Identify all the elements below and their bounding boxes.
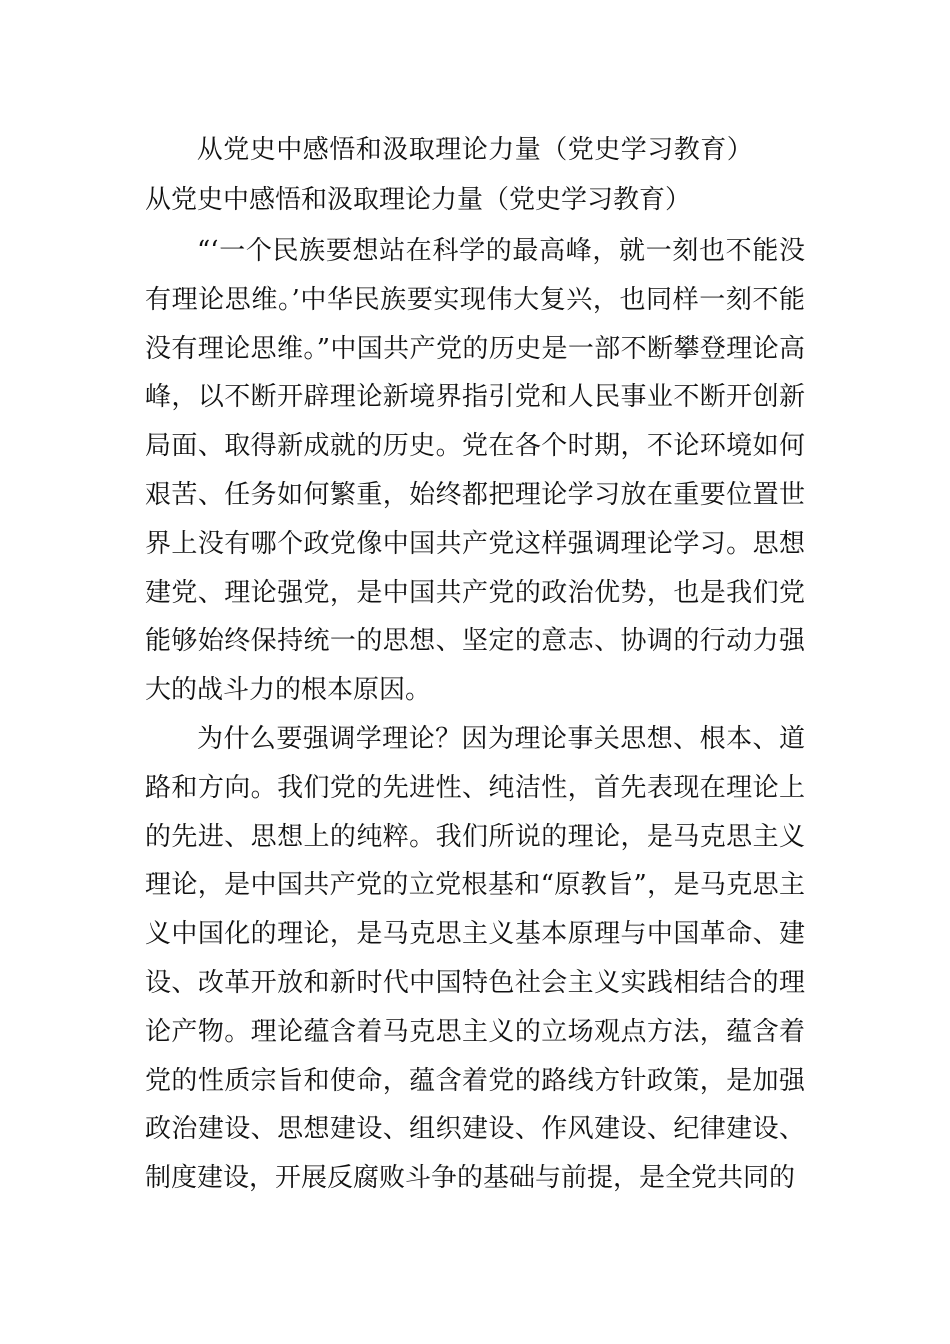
document-body bbox=[145, 227, 805, 1203]
document-title: 从党史中感悟和汲取理论力量（党史学习教育） bbox=[196, 135, 754, 165]
paragraph-2: 为什么要强调学理论？因为理论事关思想、根本、道路和方向。我们党的先进性、纯洁性，首先表现在理论上的先进、思想上的纯粹。我们所说的理论，是马克思主义理论，是中国共产党的立党根基和“原教旨”，是马克思主义中国化的理论，是马克思主义基本原理与中国革命、建设、改革开放和新时代中国特色社会主义实践相结合的理论产物。理论蕴含着马克思主义的立场观点方法，蕴含着党的性质宗旨和使命，蕴含着党的路线方针政策，是加强政治建设、思想建设、组织建设、作风建设、纪律建设、制度建设，开展反腐败斗争的基础与前提，是全党共同的 bbox=[145, 723, 805, 1194]
paragraph-1: “‘一个民族要想站在科学的最高峰，就一刻也不能没有理论思维。’中华民族要实现伟大复兴，也同样一刻不能没有理论思维。”中国共产党的历史是一部不断攀登理论高峰，以不断开辟理论新境界指引党和人民事业不断开创新局面、取得新成就的历史。党在各个时期，不论环境如何艰苦、任务如何繁重，始终都把理论学习放在重要位置世界上没有哪个政党像中国共产党这样强调理论学习。思想建党、理论强党，是中国共产党的政治优势，也是我们党能够始终保持统一的思想、坚定的意志、协调的行动力强大的战斗力的根本原因。 bbox=[145, 236, 805, 706]
document-subtitle: 从党史中感悟和汲取理论力量（党史学习教育） bbox=[145, 185, 692, 215]
